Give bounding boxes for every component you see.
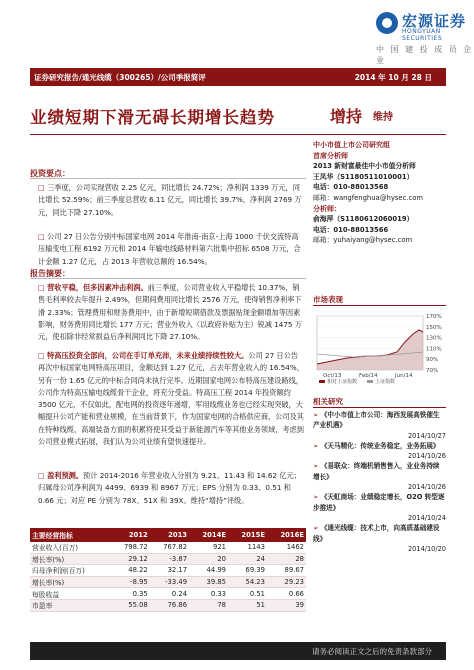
- company-name-en: HONGYUAN SECURITIES: [402, 28, 443, 42]
- table-cell: 1143: [228, 542, 267, 553]
- chart-y-tick: 70%: [426, 368, 439, 374]
- chart-legend-label: 上证指数: [375, 379, 396, 385]
- table-row: [30, 576, 306, 588]
- list-item[interactable]: ➢ 《易联众：终端机销售售入，业业务持续增长》 2014/10/26: [313, 462, 446, 492]
- report-category: 证券研究报告/通光线缆（300265）/公司季报简评: [34, 73, 206, 82]
- analyst-phone-2: 电话：010-88013566: [313, 225, 389, 234]
- footer-bar: [30, 642, 446, 660]
- table-header-row: [30, 528, 306, 542]
- table-cell: 市盈率: [30, 599, 110, 611]
- report-point-3: □ 盈利预测。预计 2014-2016 年营业收入分别为 9.21、11.43 和 14.62 亿元；归属母公司净利润为 4499、6939 和 8967 万元；EPS 分别为 0.33、0.51 和 0.66 元；对应 PE 分别为 78X、51X 和 39X。维持“增持”评级。: [38, 471, 301, 505]
- bullet-icon: ➢: [313, 411, 321, 419]
- table-header: 2014E: [189, 528, 228, 542]
- report-point-2: □ 特高压投资全部向，公司在手订单充沛，未来业绩持续性较大。公司 27 日公告再次中标国家电网特高压项目，金额达到 1.27 亿元，占去年营业收入的 16.54%，另有一份 1.65 亿元的中标合同尚未执行完毕。近期国家电网公布特高压建设路线，公司作为特高压输电线缆骨干企业，将充分受益。特高压工程 2014 年投资额约 3500 亿元，不仅如此，配电网的投资逐年递增，军用线缆业务也已经实现突破，大幅提升公司产能和营业规模，在当前背景下，作为国家电网的合格供应商，公司及其在特种线缆、高端装备方面的积累将使其受益于新能源汽车等其他业务领域，考虑到公司营业模式拓展，我们认为公司业绩有望快速提升。: [38, 351, 304, 447]
- related-date: 2014/10/27: [407, 431, 446, 440]
- table-cell: 39.85: [189, 576, 228, 588]
- chart-legend-label: 相对上证指数: [327, 379, 358, 385]
- chart-y-tick: 150%: [426, 324, 442, 331]
- table-cell: 76.86: [150, 599, 189, 611]
- list-item[interactable]: ➢ 《天虹商场：业绩稳定增长，O2O 转型逐步推进》 2014/10/24: [313, 493, 446, 522]
- company-logo-icon: [376, 12, 398, 34]
- table-cell: 增长率(%): [30, 576, 110, 588]
- market-heading: 市场表现: [313, 295, 343, 304]
- table-cell: 921: [189, 542, 228, 553]
- table-cell: 0.66: [267, 588, 306, 600]
- table-cell: 54.23: [228, 576, 267, 588]
- related-list: [313, 410, 446, 554]
- analyst-phone-1: 电话：010-88013568: [313, 183, 389, 192]
- table-cell: 20: [189, 553, 228, 565]
- analyst-role: 首席分析师: [313, 151, 348, 160]
- table-cell: 1462: [267, 542, 306, 553]
- analyst-award: 2013 新财富最佳中小市值分析师: [313, 162, 416, 171]
- table-cell: 39: [267, 599, 306, 611]
- report-point-1: □ 营收平稳，但多因素冲击利润。前三季度，公司营业收入平稳增长 10.37%，销售毛利率较去年提升 2.49%，但期间费用同比增长 2576 万元，使得销售净利率下滑 2.33%；管理费用和财务费用中，由于新增短期借款及票据贴现金额增加等因素影响，财务费用同比增长 177 万元；营业外收入（以政府补贴为主）锐减 1475 万元，使扣除非经常损益后净利润同比下降 27.10%。: [38, 283, 302, 342]
- chart-y-tick: 90%: [426, 357, 439, 364]
- table-row: [30, 565, 306, 577]
- related-date: 2014/10/20: [407, 544, 446, 553]
- related-heading: 相关研究: [313, 397, 343, 406]
- financial-table: [30, 528, 306, 612]
- table-cell: 48.22: [110, 565, 149, 577]
- table-cell: 增长率(%): [30, 553, 110, 565]
- table-cell: -8.95: [110, 576, 149, 588]
- table-cell: 营业收入(百万): [30, 542, 110, 553]
- table-cell: 每股收益: [30, 588, 110, 600]
- table-header: 2013: [150, 528, 189, 542]
- invest-point-1: □ 三季度，公司实现营收 2.25 亿元，同比增长 24.72%；净利润 1339 万元，同比增长 52.59%；前三季度总营收 6.11 亿元，同比增长 39.7%，净利润 2769 万元，同比下降 27.10%。: [38, 183, 302, 217]
- report-date: 2014 年 10 月 28 日: [354, 73, 432, 82]
- report-divider: [30, 278, 306, 279]
- table-cell: 0.51: [228, 588, 267, 600]
- table-cell: 44.99: [189, 565, 228, 577]
- table-row: [30, 553, 306, 565]
- list-item[interactable]: ➢ 《通光线缆：技术上市，向高质基础建设线》 2014/10/20: [313, 524, 446, 553]
- table-cell: 51: [228, 599, 267, 611]
- bullet-icon: □: [38, 351, 48, 360]
- market-divider: [313, 305, 446, 306]
- analyst-panel: [313, 140, 448, 246]
- chart-x-tick: Jun/14: [395, 373, 413, 379]
- title-divider: [30, 134, 446, 135]
- table-header: 主要经营指标: [30, 528, 110, 542]
- table-row: [30, 542, 306, 553]
- chart-legend-swatch: [367, 380, 373, 383]
- list-item[interactable]: ➢ 《中小市值上市公司：海西发展高铁催生产业机遇》 2014/10/27: [313, 411, 446, 440]
- market-chart: [313, 312, 446, 388]
- related-divider: [313, 407, 446, 408]
- analyst-name-2: 俞海萍（S1180612060019）: [313, 215, 414, 224]
- chart-legend-swatch: [319, 380, 325, 383]
- chart-x-tick: Feb/14: [359, 373, 378, 379]
- related-date: 2014/10/24: [407, 513, 446, 522]
- table-cell: 0.24: [150, 588, 189, 600]
- bullet-icon: □: [38, 183, 48, 192]
- bullet-icon: □: [38, 232, 48, 241]
- table-cell: 0.33: [189, 588, 228, 600]
- table-cell: 55.08: [110, 599, 149, 611]
- bullet-icon: □: [38, 471, 48, 480]
- table-cell: 归母净利润(百万): [30, 565, 110, 577]
- invest-point-2: □ 公司 27 日公告分别中标国家电网 2014 年淮南-南京-上海 1000 千伏交流特高压输变电工程 6192 万元和 2014 年输电线路材料第六批集中招标 6508 万元，合计金额 1.27 亿元，占 2013 年营收总额的 16.54%。: [38, 232, 301, 266]
- rating: 增持: [330, 107, 363, 126]
- chart-y-tick: 130%: [426, 335, 442, 342]
- table-cell: 0.35: [110, 588, 149, 600]
- chart-y-tick: 170%: [426, 314, 442, 320]
- bullet-icon: ➢: [313, 524, 321, 533]
- chart-x-tick: Oct/13: [323, 373, 342, 379]
- analyst-name-1: 王凤华（S1180511010001）: [313, 172, 414, 181]
- rating-status: 维持: [373, 112, 393, 123]
- analyst-role-2: 分析师：: [313, 204, 341, 213]
- market-chart-svg: [313, 312, 446, 388]
- table-cell: 29.12: [110, 553, 149, 565]
- table-header: 2015E: [228, 528, 267, 542]
- bullet-icon: □: [38, 283, 48, 292]
- report-title: 业绩短期下滑无碍长期增长趋势: [30, 108, 275, 127]
- research-group: 中小市值上市公司研究组: [313, 141, 390, 149]
- analyst-email-1[interactable]: 邮箱：wangfenghua@hysec.com: [313, 193, 423, 202]
- report-type-bar: [30, 68, 446, 86]
- company-subtitle: 中 国 建 投 成 员 企 业: [376, 45, 474, 65]
- chart-y-tick: 110%: [426, 346, 442, 353]
- company-name: 宏源证券: [402, 12, 467, 30]
- table-cell: 89.67: [267, 565, 306, 577]
- disclaimer-text: 请务必阅读正文之后的免责条款部分: [312, 647, 432, 656]
- related-date: 2014/10/26: [407, 452, 446, 461]
- table-row: [30, 599, 306, 611]
- table-cell: 798.72: [110, 542, 149, 553]
- bullet-icon: ➢: [313, 493, 321, 502]
- table-cell: 29.23: [267, 576, 306, 588]
- bullet-icon: ➢: [313, 462, 321, 471]
- table-cell: 28: [267, 553, 306, 565]
- table-cell: 24: [228, 553, 267, 565]
- bullet-icon: ➢: [313, 441, 321, 450]
- analyst-email-2[interactable]: 邮箱：yuhaiyang@hysec.com: [313, 236, 413, 245]
- table-cell: 32.17: [150, 565, 189, 577]
- table-cell: -33.49: [150, 576, 189, 588]
- table-cell: 767.82: [150, 542, 189, 553]
- table-cell: 78: [189, 599, 228, 611]
- report-heading: 报告摘要：: [30, 269, 70, 278]
- invest-divider: [30, 178, 306, 179]
- table-cell: -3.87: [150, 553, 189, 565]
- list-item[interactable]: ➢ 《天马精化：传统业务稳定，业务拓展》 2014/10/26: [313, 441, 446, 461]
- table-cell: 69.39: [228, 565, 267, 577]
- invest-heading: 投资要点：: [30, 169, 70, 178]
- table-header: 2016E: [267, 528, 306, 542]
- related-date: 2014/10/26: [407, 483, 446, 492]
- table-row: [30, 588, 306, 600]
- table-header: 2012: [110, 528, 149, 542]
